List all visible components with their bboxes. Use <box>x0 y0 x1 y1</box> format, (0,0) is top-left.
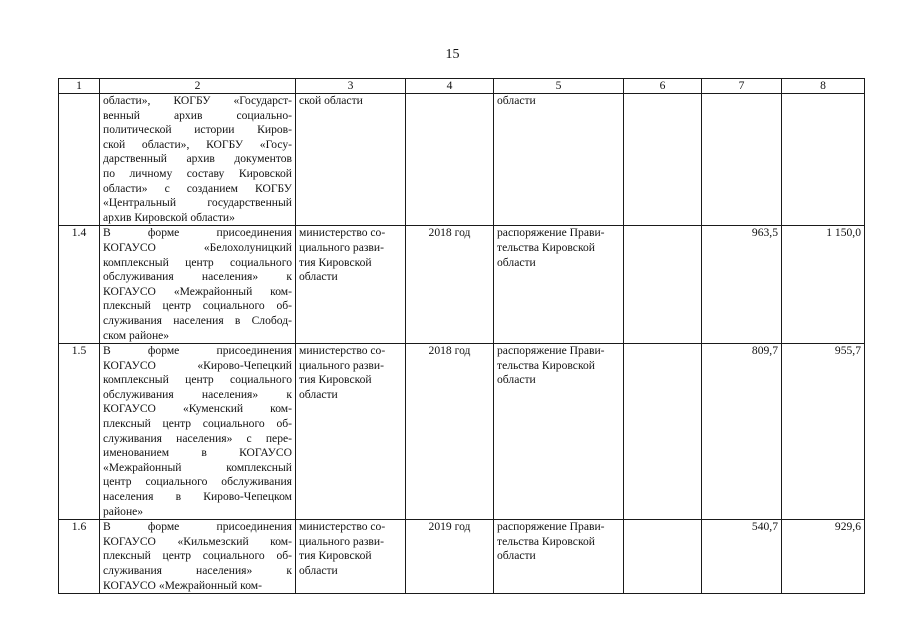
column-8-value-cell: 1 150,0 <box>782 226 865 344</box>
executor-cell <box>296 226 406 344</box>
description-cell-line: именованием в КОГАУСО <box>103 446 292 460</box>
column-header: 3 <box>296 79 406 94</box>
executor-cell-line: области <box>299 270 338 284</box>
description-cell-line: обслуживания населения» к <box>103 387 292 401</box>
executor-cell <box>296 520 406 594</box>
description-cell-line: плексный центр социального об- <box>103 299 292 313</box>
document-cell <box>494 344 624 520</box>
description-cell-line: ской области», КОГБУ «Госу- <box>103 137 292 151</box>
description-cell-line: по личному составу Кировской <box>103 166 292 180</box>
executor-cell-line: министерство со- <box>299 520 386 534</box>
description-cell <box>100 94 296 226</box>
executor-cell-line: министерство со- <box>299 344 386 358</box>
column-header: 6 <box>624 79 702 94</box>
column-6-cell <box>624 344 702 520</box>
row-number-cell: 1.5 <box>59 344 100 520</box>
description-cell-line: области» с созданием КОГБУ <box>103 181 292 195</box>
description-cell-line: населения в Кирово-Чепецком <box>103 490 292 504</box>
description-cell-line: служивания населения в Слобод- <box>103 313 292 327</box>
column-7-value-cell: 540,7 <box>702 520 782 594</box>
executor-cell <box>296 94 406 226</box>
document-cell-line: области <box>497 255 536 269</box>
deadline-cell: 2018 год <box>406 226 494 344</box>
executor-cell-line: тия Кировской <box>299 549 372 563</box>
column-header: 7 <box>702 79 782 94</box>
page-number: 15 <box>445 47 460 62</box>
description-cell-line: В форме присоединения <box>103 520 292 534</box>
executor-cell <box>296 344 406 520</box>
description-cell <box>100 520 296 594</box>
executor-cell-line: министерство со- <box>299 226 386 240</box>
row-number-cell: 1.6 <box>59 520 100 594</box>
document-cell-line: тельства Кировской <box>497 358 595 372</box>
column-header: 2 <box>100 79 296 94</box>
document-cell <box>494 94 624 226</box>
description-cell-line: области», КОГБУ «Государст- <box>103 94 292 107</box>
column-8-value-cell: 955,7 <box>782 344 865 520</box>
description-cell-line: комплексный центр социального <box>103 255 292 269</box>
description-cell-line: КОГАУСО «Куменский ком- <box>103 402 292 416</box>
description-cell-line: служивания населения» к <box>103 564 292 577</box>
executor-cell-line: области <box>299 564 338 577</box>
description-cell-line: КОГАУСО «Межрайонный ком- <box>103 578 262 592</box>
description-cell-line: «Межрайонный комплексный <box>103 460 292 474</box>
column-6-cell <box>624 520 702 594</box>
document-cell <box>494 520 624 594</box>
column-7-value-cell: 963,5 <box>702 226 782 344</box>
document-cell-line: распоряжение Прави- <box>497 344 605 358</box>
description-cell-line: КОГАУСО «Кильмезский ком- <box>103 534 292 548</box>
document-cell-line: тельства Кировской <box>497 240 595 254</box>
document-cell-line: распоряжение Прави- <box>497 226 605 240</box>
deadline-cell: 2018 год <box>406 344 494 520</box>
executor-cell-line: циального разви- <box>299 534 384 548</box>
description-cell-line: плексный центр социального об- <box>103 549 292 563</box>
executor-cell-line: ской области <box>299 94 363 107</box>
description-cell-line: венный архив социально- <box>103 108 292 122</box>
column-6-cell <box>624 226 702 344</box>
description-cell-line: плексный центр социального об- <box>103 417 292 431</box>
row-number-cell: 1.4 <box>59 226 100 344</box>
deadline-cell: 2019 год <box>406 520 494 594</box>
deadline-cell <box>406 94 494 226</box>
description-cell-line: архив Кировской области» <box>103 210 235 224</box>
table-row <box>59 344 865 520</box>
column-8-value-cell <box>782 94 865 226</box>
description-cell-line: «Центральный государственный <box>103 196 292 210</box>
table-row <box>59 226 865 344</box>
description-cell-line: политической истории Киров- <box>103 123 292 137</box>
document-cell-line: области <box>497 549 536 563</box>
description-cell-line: В форме присоединения <box>103 226 292 240</box>
description-cell-line: КОГАУСО «Кирово-Чепецкий <box>103 358 292 372</box>
table-row <box>59 520 865 594</box>
executor-cell-line: циального разви- <box>299 240 384 254</box>
table-row <box>59 94 865 226</box>
document-cell-line: области <box>497 94 536 107</box>
description-cell <box>100 344 296 520</box>
document-cell-line: распоряжение Прави- <box>497 520 605 534</box>
description-cell-line: комплексный центр социального <box>103 373 292 387</box>
description-cell-line: КОГАУСО «Межрайонный ком- <box>103 284 292 298</box>
data-table <box>58 78 865 594</box>
description-cell-line: центр социального обслуживания <box>103 475 292 489</box>
description-cell-line: служивания населения» с пере- <box>103 431 292 445</box>
column-7-value-cell <box>702 94 782 226</box>
document-cell-line: тельства Кировской <box>497 534 595 548</box>
description-cell-line: КОГАУСО «Белохолуницкий <box>103 240 292 254</box>
executor-cell-line: области <box>299 387 338 401</box>
document-cell-line: области <box>497 373 536 387</box>
column-header: 5 <box>494 79 624 94</box>
column-8-value-cell: 929,6 <box>782 520 865 594</box>
row-number-cell <box>59 94 100 226</box>
executor-cell-line: циального разви- <box>299 358 384 372</box>
description-cell-line: районе» <box>103 504 144 518</box>
description-cell <box>100 226 296 344</box>
description-cell-line: дарственный архив документов <box>103 152 292 166</box>
column-7-value-cell: 809,7 <box>702 344 782 520</box>
document-cell <box>494 226 624 344</box>
executor-cell-line: тия Кировской <box>299 255 372 269</box>
column-6-cell <box>624 94 702 226</box>
description-cell-line: ском районе» <box>103 328 170 342</box>
column-header: 4 <box>406 79 494 94</box>
column-header: 8 <box>782 79 865 94</box>
executor-cell-line: тия Кировской <box>299 373 372 387</box>
header-row <box>59 79 865 94</box>
description-cell-line: обслуживания населения» к <box>103 270 292 284</box>
column-header: 1 <box>59 79 100 94</box>
description-cell-line: В форме присоединения <box>103 344 292 358</box>
